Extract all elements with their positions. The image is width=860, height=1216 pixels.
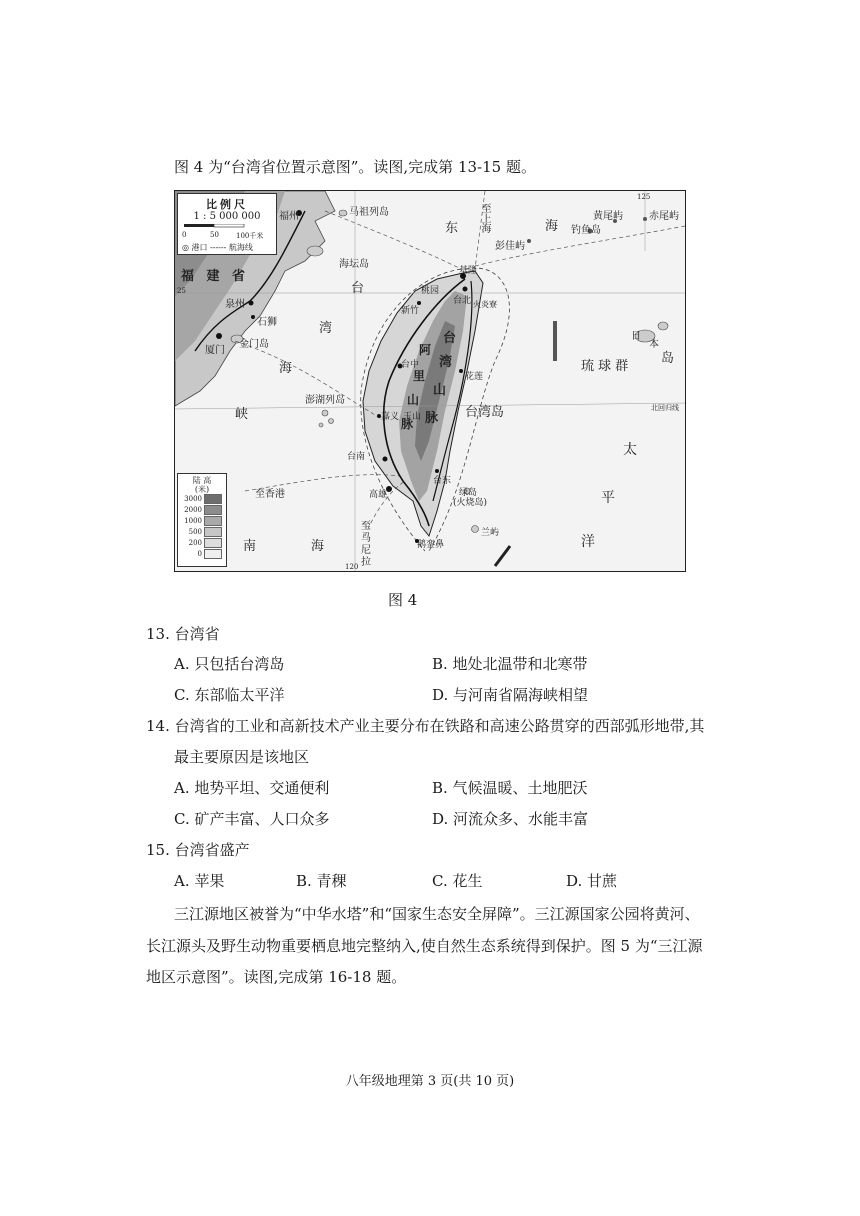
label-east-sea-2: 海 <box>545 219 559 234</box>
q13-option-c: C. 东部临太平洋 <box>174 686 285 704</box>
intro-paragraph-line-1: 三江源地区被誉为“中华水塔”和“国家生态安全屏障”。三江源国家公园将黄河、 <box>174 905 700 923</box>
label-ali-range-3: 山 <box>407 393 420 407</box>
elevation-swatch <box>204 527 222 537</box>
q15-option-b: B. 青稞 <box>296 872 347 890</box>
label-central-range-2: 湾 <box>439 355 453 370</box>
label-hualian: 花莲 <box>465 372 484 382</box>
label-gaoxiong: 高雄 <box>369 490 388 500</box>
label-lanyu: 兰屿 <box>481 528 500 538</box>
label-taizhong: 台中 <box>401 360 420 370</box>
label-diaoyu: 钓鱼岛 <box>571 225 601 236</box>
label-to-manila: 至马尼拉 <box>361 521 371 568</box>
label-tropic-of-cancer: 北回归线 <box>651 404 679 412</box>
q15-option-c: C. 花生 <box>432 872 483 890</box>
q13-option-a: A. 只包括台湾岛 <box>174 655 285 673</box>
label-pacific-2: 平 <box>601 490 615 506</box>
scale-tick-50: 50 <box>210 231 219 239</box>
figure-caption: 图 4 <box>388 591 418 609</box>
label-lvdao-alt: (火烧岛) <box>453 498 488 508</box>
intro-text: 图 4 为“台湾省位置示意图”。读图,完成第 13-15 题。 <box>174 158 536 176</box>
label-central-range-1: 台 <box>443 331 457 346</box>
q14-option-a: A. 地势平坦、交通便利 <box>174 779 330 797</box>
elevation-title: 陆 高 (米) <box>192 476 212 494</box>
elevation-label: 1000 <box>184 517 202 525</box>
label-pacific-1: 太 <box>623 442 637 458</box>
elevation-swatch <box>204 494 222 504</box>
label-lon-125: 125 <box>637 193 651 201</box>
elevation-swatch <box>204 538 222 548</box>
label-pengjia: 彭佳屿 <box>495 241 525 252</box>
label-xinzhu: 新竹 <box>401 306 420 316</box>
elevation-label: 2000 <box>184 506 202 514</box>
q15-option-a: A. 苹果 <box>174 872 225 890</box>
label-shishi: 石狮 <box>257 317 277 328</box>
label-tainan: 台南 <box>347 452 366 462</box>
label-jiayi: 嘉义 <box>381 412 400 422</box>
label-south-sea-2: 海 <box>311 539 325 554</box>
label-fujian: 福 建 省 <box>181 269 250 284</box>
label-central-range-4: 脉 <box>425 411 439 426</box>
label-taiwan-island: 台湾岛 <box>465 405 505 420</box>
label-yushan: 玉山 <box>403 412 422 422</box>
label-strait-2: 湾 <box>319 321 333 336</box>
scale-ratio: 1 : 5 000 000 <box>193 211 261 222</box>
question-13-stem: 13. 台湾省 <box>146 625 220 643</box>
elevation-swatch <box>204 505 222 515</box>
question-14-stem-cont: 最主要原因是该地区 <box>174 748 310 766</box>
label-xiamen: 厦门 <box>205 345 225 356</box>
question-14-stem: 14. 台湾省的工业和高新技术产业主要分布在铁路和高速公路贯穿的西部弧形地带,其 <box>146 717 705 735</box>
scale-tick-100: 100千米 <box>236 232 264 240</box>
label-jinmen: 金门岛 <box>239 339 269 350</box>
q14-option-d: D. 河流众多、水能丰富 <box>432 810 589 828</box>
label-taidong: 台东 <box>433 476 452 486</box>
label-pacific-3: 洋 <box>581 534 595 550</box>
label-ali-range-1: 阿 <box>419 343 432 357</box>
label-taoyuan: 桃园 <box>421 286 440 296</box>
label-huoyan: 火炎寮 <box>473 300 497 309</box>
label-chiwei: 赤尾屿 <box>649 211 679 222</box>
scale-tick-0: 0 <box>182 231 187 239</box>
label-south-sea-1: 南 <box>243 539 257 554</box>
label-ryukyu-dao: 岛 <box>661 351 675 366</box>
label-east-sea-1: 东 <box>445 221 459 236</box>
q13-option-d: D. 与河南省隔海峡相望 <box>432 686 589 704</box>
elevation-label: 3000 <box>184 495 202 503</box>
label-mazu: 马祖列岛 <box>349 207 389 218</box>
label-taipei: 台北 <box>453 296 472 306</box>
label-lat-25: 25 <box>177 287 186 295</box>
intro-paragraph-line-2: 长江源头及野生动物重要栖息地完整纳入,使自然生态系统得到保护。图 5 为“三江源 <box>146 937 703 955</box>
page-footer: 八年级地理第 3 页(共 10 页) <box>345 1074 515 1089</box>
elevation-label: 0 <box>197 550 202 558</box>
label-huangwei: 黄尾屿 <box>593 211 623 222</box>
label-keelung: 基隆 <box>459 266 478 276</box>
elevation-label: 200 <box>188 539 202 547</box>
label-strait-1: 台 <box>351 281 365 296</box>
label-ali-range-2: 里 <box>413 369 426 383</box>
label-haitan: 海坛岛 <box>339 259 369 270</box>
elevation-swatch <box>204 549 222 559</box>
label-penghu: 澎湖列岛 <box>305 395 345 406</box>
label-japan-2: 本 <box>649 339 659 350</box>
label-to-hongkong: 至香港 <box>255 489 285 500</box>
label-eluanbi: 鹅銮鼻 <box>417 540 445 550</box>
label-lvdao: 绿岛 <box>459 488 478 498</box>
label-ryukyu: 琉 球 群 <box>581 359 629 374</box>
label-ali-range-4: 脉 <box>401 417 414 431</box>
label-strait-3: 海 <box>279 361 293 376</box>
scale-title: 比例尺 <box>206 198 248 211</box>
scale-bar <box>184 224 272 230</box>
elevation-label: 500 <box>188 528 202 536</box>
label-strait-4: 峡 <box>235 407 249 422</box>
scale-legend <box>177 193 277 255</box>
q14-option-c: C. 矿产丰富、人口众多 <box>174 810 330 828</box>
label-quanzhou: 泉州 <box>225 299 245 310</box>
label-central-range-3: 山 <box>433 383 447 398</box>
label-to-shanghai: 至上海 <box>479 203 490 233</box>
q13-option-b: B. 地处北温带和北寒带 <box>432 655 588 673</box>
q14-option-b: B. 气候温暖、土地肥沃 <box>432 779 588 797</box>
label-fuzhou: 福州 <box>279 211 299 222</box>
elevation-legend <box>177 473 227 567</box>
taiwan-location-map <box>174 190 686 572</box>
map-legend-ports-routes: ◎ 港口 ------ 航海线 <box>182 243 253 252</box>
label-japan-1: 日 <box>631 331 641 342</box>
intro-paragraph-line-3: 地区示意图”。读图,完成第 16-18 题。 <box>146 968 407 986</box>
question-15-stem: 15. 台湾省盛产 <box>146 841 250 859</box>
elevation-swatch <box>204 516 222 526</box>
q15-option-d: D. 甘蔗 <box>566 872 618 890</box>
label-lon-120: 120 <box>345 563 359 571</box>
